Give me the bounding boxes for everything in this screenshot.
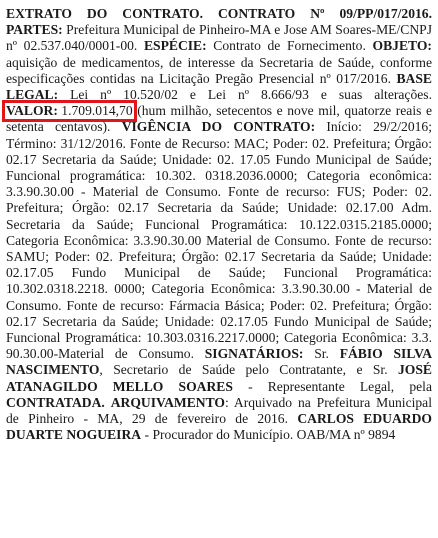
objeto-label: OBJETO:	[372, 38, 432, 54]
valor-amount: 1.709.014,70	[61, 103, 133, 119]
recursos-text: Fonte de Recurso: MAC; Poder: 02. Prefeitura; Órgão: 02.17 Secretaria da Saúde; Unidade: 02. 17.05 Fundo Municipal de Saúde; Funcional programática: 10.302. 0318.2036.0000; Categoria econômica: 3.3.90.30.00 - Material de Consumo. Fonte de recurso: FUS; Poder: 02. Prefeitura; Órgão: 02.17 Secretaria da Saúde; Unidade: 02.17.00 Adm. Secretaria da Saúde; Funcional Programática: 10.122.0315.2185.0000; Categoria Econômica: 3.3.90.30.00 Material de Consumo. Fonte de recurso: SAMU; Poder: 02. Prefeitura; Órgão: 02.17 Secretaria da Saúde; Unidade: 02.17.05 Fundo Municipal de Saúde; Funcional Programática: 10.302.0318.2218. 0000; Categoria Econômica: 3.3.90.30.00 - Material de Consumo. Fonte de recurso: Fármacia Básica; Poder: 02. Prefeitura; Órgão: 02.17 Secretaria da Saúde; Unidade: 02.17.05 Fundo Municipal de Saúde; Funcional Programática: 10.303.0316.2217.0000; Categoria Econômica: 3.3. 90.30.00-Material de Consumo.	[6, 135, 432, 362]
valor-label: VALOR:	[6, 103, 58, 119]
especie-text: Contrato de Fornecimento.	[213, 38, 366, 54]
signatario1-name: FÁBIO SILVA NASCIMENTO	[6, 346, 433, 378]
vigencia-text: Início: 29/2/2016; Término: 31/12/2016.	[6, 119, 432, 151]
contract-text-block	[6, 6, 432, 443]
arquivamento-label: ARQUIVAMENTO	[110, 394, 226, 410]
especie-label: ESPÉCIE:	[143, 38, 207, 54]
signatario2-role: - Representante Legal, pela	[248, 378, 432, 394]
arquivamento-text: : Arquivado na Prefeitura Municipal de Pinheiro - MA, 29 de fevereiro de 2016.	[6, 394, 432, 427]
partes-text: Prefeitura Municipal de Pinheiro-MA e Jose AM Soares-ME/CNPJ nº 02.537.040/0001-00.	[6, 22, 432, 54]
signatario1-role: , Secretario de Saúde pelo Contratante, e Sr.	[99, 362, 388, 378]
procurador-name: CARLOS EDUARDO DUARTE NOGUEIRA	[6, 411, 433, 443]
valor-text: (hum milhão, setecentos e nove mil, quatorze reais e setenta centavos).	[6, 103, 432, 135]
signatarios-label: SIGNATÁRIOS:	[204, 346, 304, 362]
signatarios-pre: Sr.	[314, 346, 329, 362]
contratada-label: CONTRATADA.	[6, 394, 105, 410]
procurador-role: - Procurador do Município. OAB/MA nº 9894	[144, 427, 396, 443]
objeto-text: aquisição de medicamentos, de interesse da Secretaria de Saúde, conforme especificações contidas na Licitação Pregão Presencial nº 017/2016.	[6, 54, 432, 86]
base-legal-text: Lei nº 10.520/02 e Lei nº 8.666/93 e suas alterações.	[70, 87, 432, 103]
base-legal-label: BASE LEGAL:	[6, 70, 432, 103]
signatario2-name: JOSÉ ATANAGILDO MELLO SOARES	[6, 362, 432, 394]
contract-title: EXTRATO DO CONTRATO. CONTRATO Nº 09/PP/017/2016.	[6, 6, 432, 21]
valor-highlight-box	[6, 104, 133, 118]
vigencia-label: VIGÊNCIA DO CONTRATO:	[121, 119, 316, 135]
partes-label: PARTES:	[6, 22, 63, 38]
